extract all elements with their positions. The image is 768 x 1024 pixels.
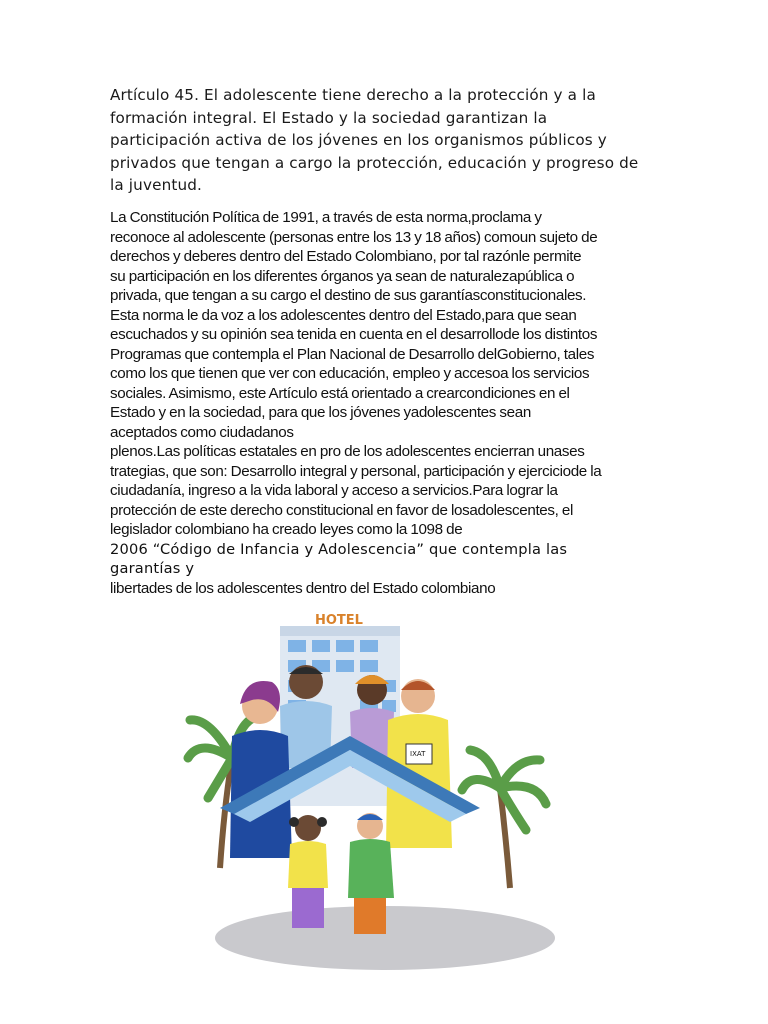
body-line: derechos y deberes dentro del Estado Colombiano, por tal razónle permite — [110, 248, 582, 265]
heading-line: privados que tengan a cargo la protección, educación y progreso de — [110, 153, 639, 172]
body-line: aceptados como ciudadanos — [110, 423, 294, 441]
heading-line: la juventud. — [110, 176, 203, 194]
body-line: 2006 “Código de Infancia y Adolescencia” que contempla las — [110, 540, 568, 558]
article-body — [110, 208, 670, 598]
heading-line: Artículo 45. El adolescente tiene derecho a la protección y a la — [110, 86, 596, 104]
body-line: su participación en los diferentes órganos ya sean de naturalezapública o — [110, 267, 575, 285]
body-line: escuchados y su opinión sea tenida en cuenta en el desarrollode los distintos — [110, 326, 598, 343]
body-line: garantías y — [110, 560, 195, 577]
family-house-illustration — [180, 608, 580, 978]
body-line: libertades de los adolescentes dentro del Estado colombiano — [110, 579, 496, 597]
body-line: plenos.Las políticas estatales en pro de los adolescentes encierran unases — [110, 443, 585, 460]
body-line: Estado y en la sociedad, para que los jóvenes yadolescentes sean — [110, 404, 531, 421]
palm-tree-right — [462, 750, 546, 888]
hotel-sign: HOTEL — [315, 613, 363, 628]
body-line: sociales. Asimismo, este Artículo está orientado a crearcondiciones en el — [110, 384, 570, 402]
body-line: reconoce al adolescente (personas entre los 13 y 18 años) comoun sujeto de — [110, 228, 598, 246]
body-line: como los que tienen que ver con educación, empleo y accesoa los servicios — [110, 365, 590, 382]
body-line: privada, que tengan a su cargo el destino de sus garantíasconstitucionales. — [110, 287, 587, 304]
body-line: protección de este derecho constitucional en favor de losadolescentes, el — [110, 501, 574, 519]
body-line: La Constitución Política de 1991, a través de esta norma,proclama y — [110, 209, 542, 226]
body-line: Programas que contempla el Plan Nacional de Desarrollo delGobierno, tales — [110, 345, 595, 363]
body-line: ciudadanía, ingreso a la vida laboral y acceso a servicios.Para lograr la — [110, 482, 558, 499]
body-line: legislador colombiano ha creado leyes como la 1098 de — [110, 521, 463, 538]
heading-line: participación activa de los jóvenes en los organismos públicos y — [110, 131, 607, 149]
badge-label: IXAT — [410, 750, 426, 758]
body-line: trategias, que son: Desarrollo integral y personal, participación y ejerciciode la — [110, 462, 602, 480]
article-heading — [110, 84, 670, 197]
body-line: Esta norma le da voz a los adolescentes dentro del Estado,para que sean — [110, 306, 577, 324]
heading-line: formación integral. El Estado y la sociedad garantizan la — [110, 108, 548, 127]
girl-child — [288, 815, 328, 928]
